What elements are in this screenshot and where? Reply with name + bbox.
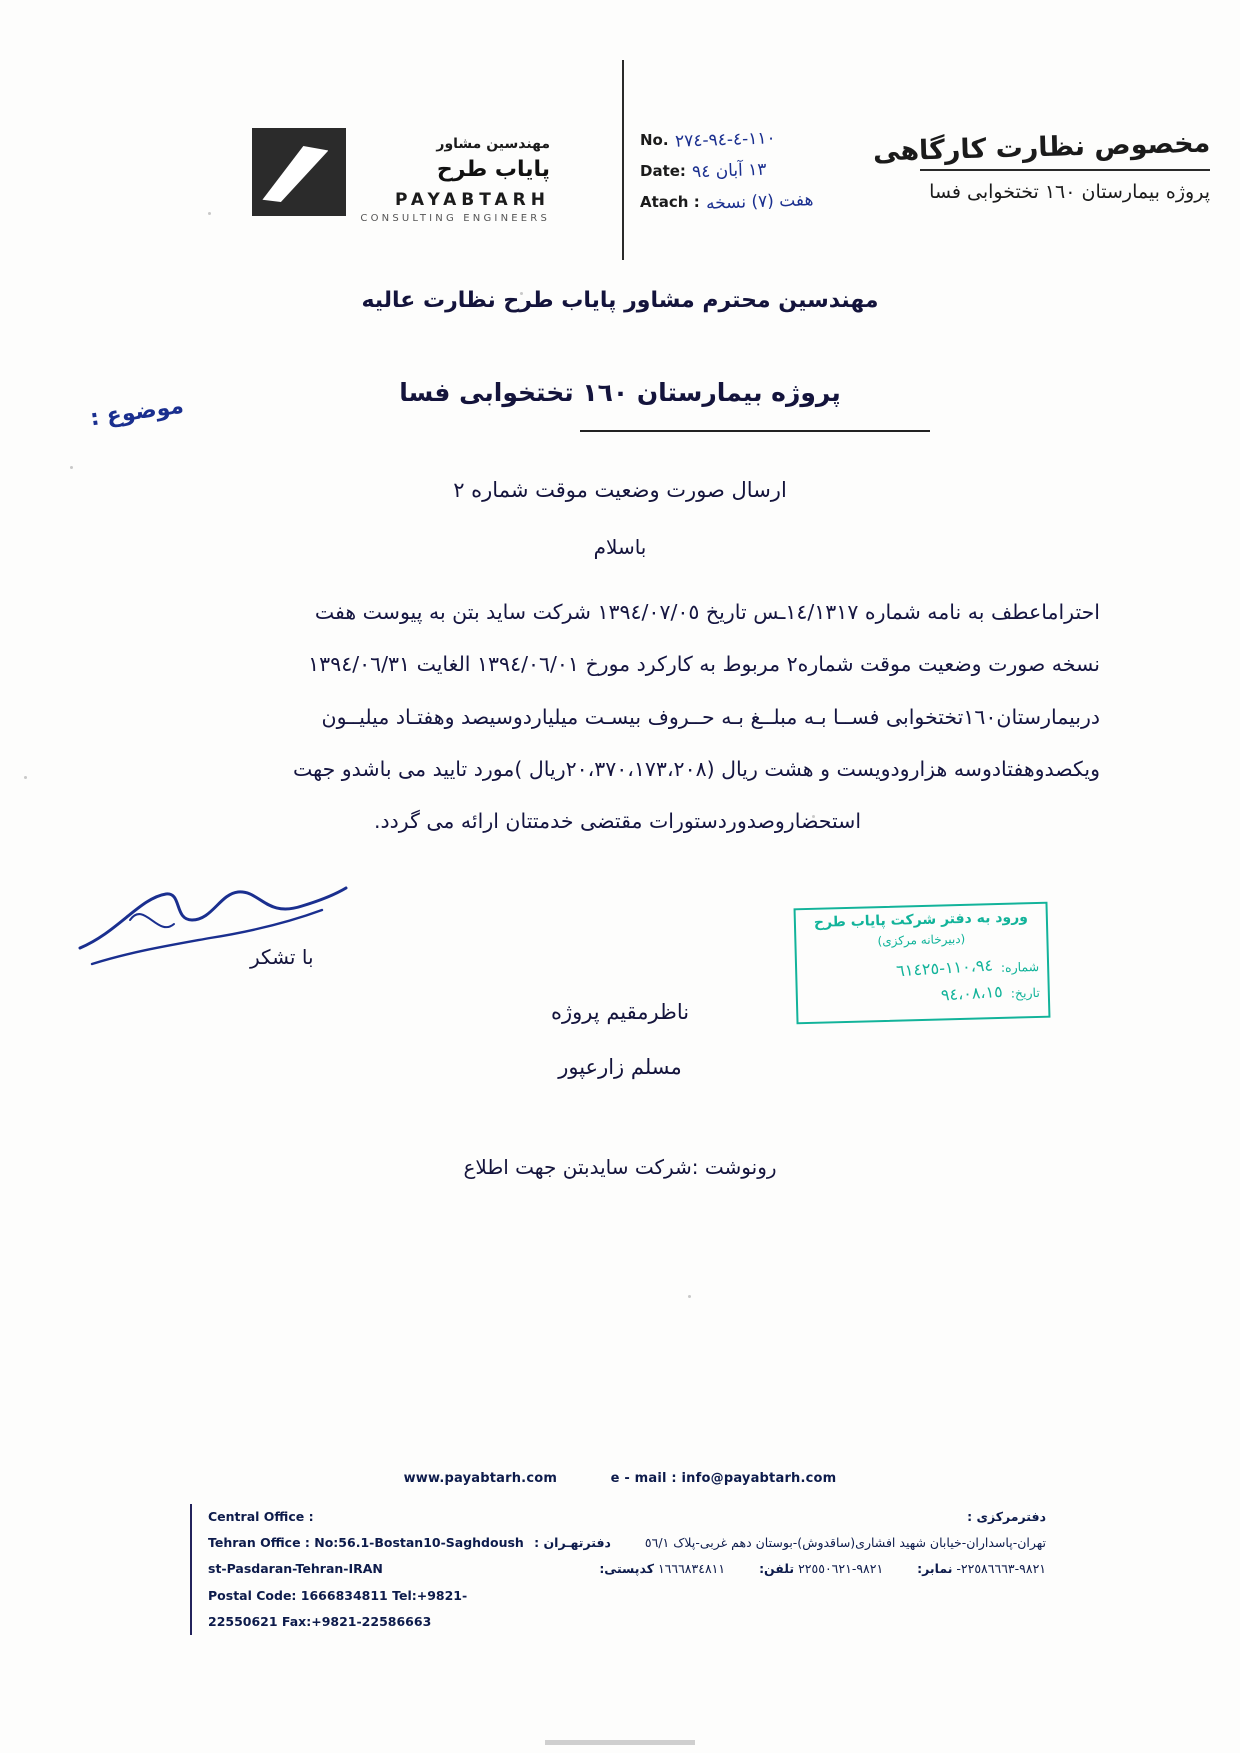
signer-role: ناظرمقیم پروژه <box>550 1000 690 1024</box>
reference-number-label: No. <box>640 131 669 149</box>
header-divider <box>622 60 624 260</box>
footer-postal-tel-fax: Postal Code: 1666834811 Tel:+9821-22550621 Fax:+9821-22586663 <box>208 1587 468 1629</box>
received-stamp-date-label: تاریخ: <box>1010 984 1041 1001</box>
footer-tehran-label-fa: دفترتهـران : <box>534 1535 611 1550</box>
received-stamp-date-value: ٩٤،٠٨،١٥ <box>940 981 1004 1005</box>
footer-fax-value-fa: ٩٨٢١-٢٢٥٨٦٦٦٣- <box>956 1561 1046 1577</box>
carbon-copy-line: رونوشت :شرکت سایدبتن جهت اطلاع <box>463 1155 777 1179</box>
footer-central-label-fa: دفترمرکزی : <box>967 1508 1046 1524</box>
footer-tel-value-fa: ٩٨٢١-٢٢٥٥٠٦٢١ <box>798 1561 884 1577</box>
subject-handwritten-mark: موضوع : <box>88 393 186 432</box>
company-logo <box>252 128 550 224</box>
logo-fa-line1: مهندسین مشاور <box>436 136 550 152</box>
salutation: باسلام <box>593 535 647 559</box>
body-line: دربیمارستان١٦٠تختخوابی فســا بـه مبلــغ بـه حــروف بیسـت میلیاردوسیصد وهفتـاد میلیــون <box>321 704 1100 729</box>
received-stamp-subtitle: (دبیرخانه مرکزی) <box>877 931 966 949</box>
reference-date-label: Date: <box>640 162 686 180</box>
logo-fa-line2: پایاب طرح <box>436 157 550 182</box>
logo-text <box>360 128 550 224</box>
body-line: احتراماعطف به نامه شماره ١٤/١٣١٧ـس تاریخ ١٣٩٤/٠٧/٠٥ شرکت ساید بتن به پیوست هفت <box>314 600 1100 624</box>
footer-email[interactable]: e - mail : info@payabtarh.com <box>610 1470 837 1486</box>
reference-attach-value: هفت (٧) نسخه <box>705 190 814 214</box>
letter-body <box>135 586 1100 847</box>
reference-date-value: ١٣ آبان ٩٤ <box>691 159 767 183</box>
stamp-underline <box>920 169 1210 171</box>
project-title: پروژه بیمارستان ١٦٠ تختخوابی فسا <box>399 378 841 407</box>
footer-postal-value-fa: ١٦٦٦٨٣٤٨١١ <box>657 1561 726 1577</box>
scan-speck <box>688 1295 691 1298</box>
footer-website[interactable]: www.payabtarh.com <box>403 1470 558 1486</box>
reference-number-value: ١١٠-٤-٩٤-٢٧٤ <box>674 128 776 152</box>
body-line: استحضاروصدوردستورات مقتضی خدمتتان ارائه می گردد. <box>373 809 862 834</box>
supervision-stamp-title: مخصوص نظارت کارگاهی <box>872 127 1211 168</box>
footer-contact-line <box>0 1471 1240 1486</box>
signer-name: مسلم زارعپور <box>558 1055 682 1079</box>
project-title-underline <box>580 430 930 432</box>
received-stamp-number-label: شماره: <box>1000 958 1040 975</box>
footer-postal-label-fa: کدپستی: <box>599 1561 654 1577</box>
footer-contact-row-fa <box>534 1556 1046 1582</box>
page-footer <box>0 1471 1240 1635</box>
footer-farsi-block <box>534 1504 1060 1583</box>
received-stamp-date-row <box>941 982 1040 1004</box>
footer-fax-label-fa: نمابر: <box>917 1561 953 1577</box>
received-stamp <box>794 902 1051 1025</box>
footer-tehran-row-fa <box>534 1530 1046 1556</box>
footer-tel-label-fa: تلفن: <box>759 1561 795 1577</box>
scan-speck <box>70 466 73 469</box>
body-line: ویکصدوهفتادوسه هزارودویست و هشت ریال (٢٠،٣٧٠،١٧٣،٢٠٨ریال )مورد تایید می باشدو جهت <box>292 756 1100 781</box>
scan-speck <box>24 776 27 779</box>
received-stamp-number-row <box>896 956 1040 979</box>
footer-central-office-label: Central Office : <box>208 1508 314 1524</box>
footer-tehran-office: Tehran Office : No:56.1-Bostan10-Saghdoush st-Pasdaran-Tehran-IRAN <box>208 1535 524 1577</box>
subject-line: ارسال صورت وضعیت موقت شماره ٢ <box>453 478 787 502</box>
logo-en-line2: CONSULTING ENGINEERS <box>360 212 550 224</box>
received-stamp-number-value: ١١٠،٩٤-٦١٤٢٥ <box>895 955 994 981</box>
footer-english-block <box>190 1504 534 1635</box>
footer-tehran-address-fa: تهران-پاسداران-خیابان شهید افشاری(ساقدوش)-بوستان دهم غربی-پلاک ٥٦/١ <box>644 1535 1046 1550</box>
payabtarh-logo-icon <box>252 128 346 216</box>
logo-en-line1: PAYABTARH <box>395 189 550 210</box>
letterhead <box>0 120 1240 260</box>
recipient-line: مهندسین محترم مشاور پایاب طرح نظارت عالیه <box>361 288 879 313</box>
footer-columns <box>0 1504 1240 1635</box>
body-line: نسخه صورت وضعیت موقت شماره٢ مربوط به کارکرد مورخ ١٣٩٤/٠٦/٠١ الغایت ١٣٩٤/٠٦/٣١ <box>308 652 1100 677</box>
header-stamp-area <box>740 127 1211 203</box>
received-stamp-title: ورود به دفتر شرکت پایاب طرح <box>813 909 1029 931</box>
reference-attach-label: Atach : <box>640 193 700 211</box>
page-bottom-mark <box>545 1740 695 1745</box>
signature-thanks: با تشکر <box>250 945 314 969</box>
header-project-line: پروژه بیمارستان ١٦٠ تختخوابی فسا <box>929 181 1210 203</box>
